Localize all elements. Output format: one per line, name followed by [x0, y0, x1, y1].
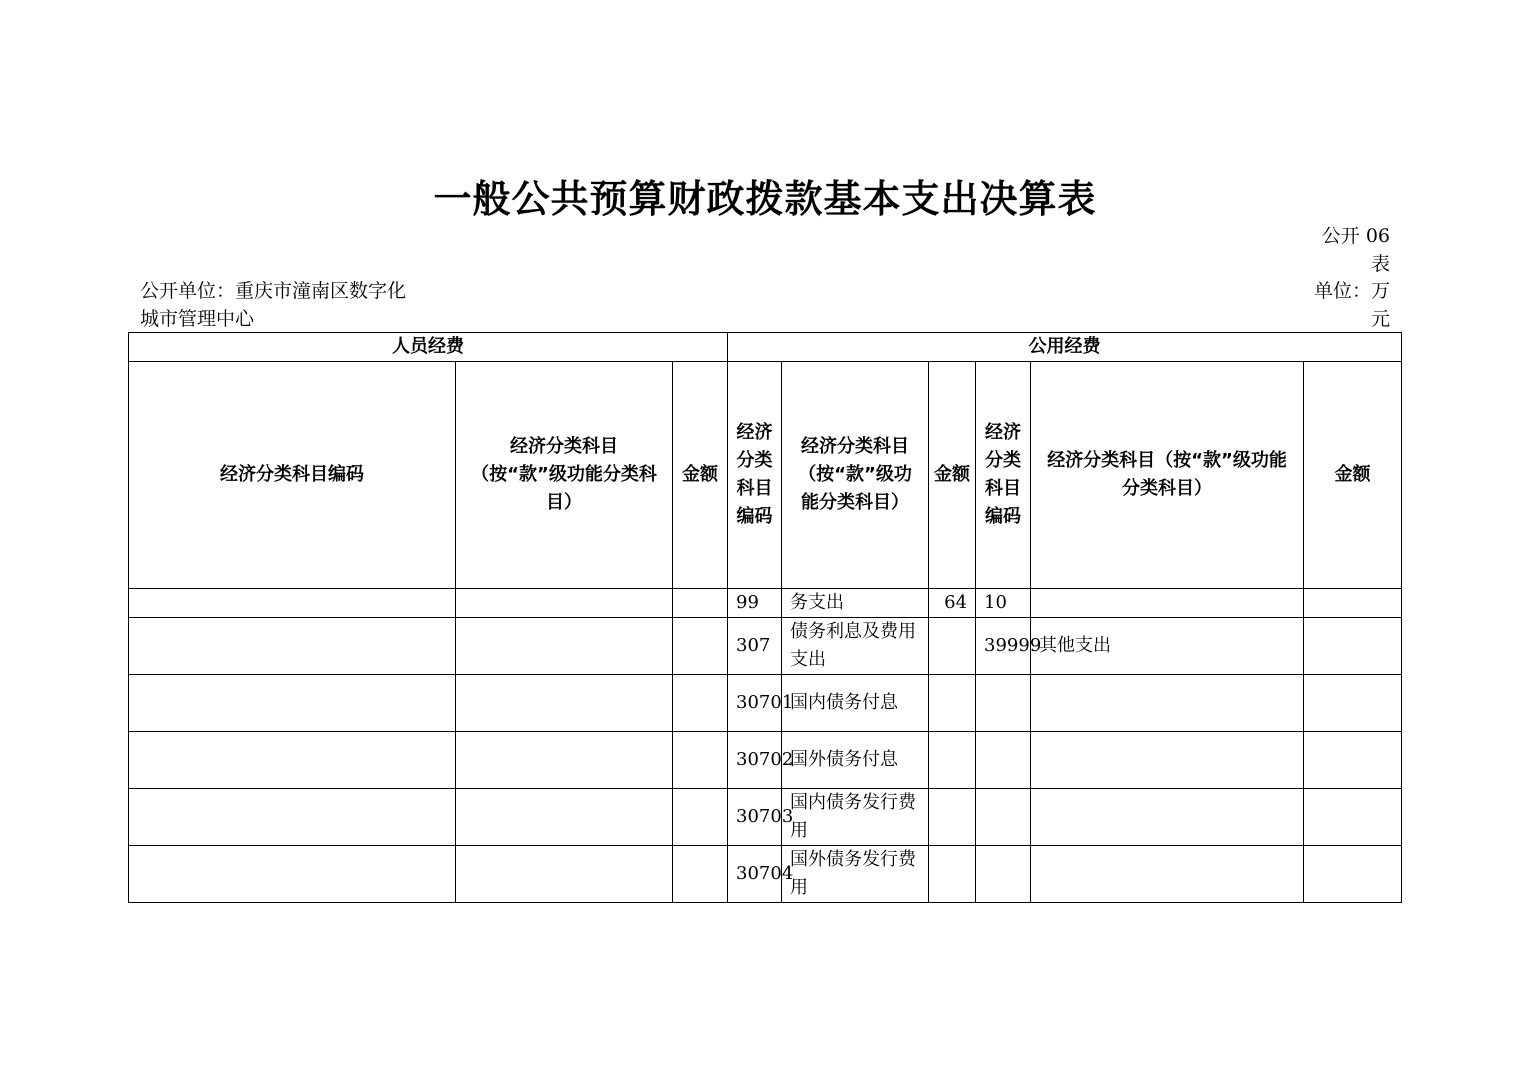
reporting-unit-line-1: 公开单位：重庆市潼南区数字化	[140, 280, 407, 302]
public-amount-cell-1	[929, 789, 976, 846]
personnel-code-cell	[129, 675, 456, 732]
public-amount-cell-1	[929, 732, 976, 789]
public-name-cell-1: 务支出	[782, 589, 929, 618]
public-name-cell-1: 国内债务发行费用	[782, 789, 929, 846]
personnel-amount-cell	[673, 789, 728, 846]
public-amount-cell-2	[1304, 675, 1402, 732]
personnel-code-cell	[129, 618, 456, 675]
personnel-name-cell	[456, 618, 673, 675]
personnel-code-cell	[129, 732, 456, 789]
public-amount-cell-2	[1304, 618, 1402, 675]
public-name-header-2: 经济分类科目（按“款”级功能分类科目）	[1031, 362, 1304, 589]
public-amount-cell-1	[929, 675, 976, 732]
public-name-header-1: 经济分类科目（按“款”级功能分类科目）	[782, 362, 929, 589]
personnel-amount-cell	[673, 732, 728, 789]
document-title: 一般公共预算财政拨款基本支出决算表	[433, 176, 1097, 221]
public-code-cell-1: 30704	[728, 846, 782, 903]
public-code-cell-1: 30701	[728, 675, 782, 732]
public-amount-header-1: 金额	[929, 362, 976, 589]
public-name-cell-2: 其他支出	[1031, 618, 1304, 675]
public-code-cell-1: 307	[728, 618, 782, 675]
column-header-row	[129, 362, 1402, 589]
personnel-name-cell	[456, 789, 673, 846]
public-name-cell-2	[1031, 732, 1304, 789]
public-name-cell-1: 债务利息及费用支出	[782, 618, 929, 675]
expenditure-table	[128, 332, 1402, 903]
personnel-name-cell	[456, 589, 673, 618]
public-amount-header-2: 金额	[1304, 362, 1402, 589]
personnel-amount-cell	[673, 618, 728, 675]
public-name-cell-1: 国外债务发行费用	[782, 846, 929, 903]
currency-unit-line-1: 单位：万	[1313, 280, 1390, 302]
reporting-unit	[140, 277, 450, 333]
public-code-cell-2	[976, 846, 1031, 903]
public-code-cell-2: 10	[976, 589, 1031, 618]
currency-unit-line-2: 元	[1370, 308, 1390, 330]
personnel-name-cell	[456, 846, 673, 903]
personnel-name-cell	[456, 675, 673, 732]
public-code-header-1: 经济分类科目编码	[728, 362, 782, 589]
public-name-cell-1: 国外债务付息	[782, 732, 929, 789]
public-amount-cell-1	[929, 846, 976, 903]
public-code-cell-1: 99	[728, 589, 782, 618]
public-amount-cell-2	[1304, 589, 1402, 618]
reporting-unit-line-2: 城市管理中心	[140, 308, 255, 330]
public-code-cell-2	[976, 789, 1031, 846]
public-amount-cell-2	[1304, 789, 1402, 846]
personnel-name-header: 经济分类科目（按“款”级功能分类科目）	[456, 362, 673, 589]
personnel-amount-cell	[673, 589, 728, 618]
public-code-header-2: 经济分类科目编码	[976, 362, 1031, 589]
table-row	[129, 589, 1402, 618]
form-number-line-2: 表	[1370, 253, 1390, 275]
public-amount-cell-2	[1304, 732, 1402, 789]
personnel-amount-cell	[673, 846, 728, 903]
personnel-code-cell	[129, 846, 456, 903]
public-name-cell-2	[1031, 675, 1304, 732]
public-name-cell-2	[1031, 846, 1304, 903]
public-name-cell-2	[1031, 789, 1304, 846]
public-name-cell-1: 国内债务付息	[782, 675, 929, 732]
group-public-header: 公用经费	[728, 333, 1402, 362]
form-number	[1310, 222, 1390, 278]
public-code-cell-2	[976, 732, 1031, 789]
table-row	[129, 675, 1402, 732]
public-code-cell-2: 39999	[976, 618, 1031, 675]
group-header-row	[129, 333, 1402, 362]
currency-unit	[1300, 277, 1390, 333]
personnel-code-cell	[129, 589, 456, 618]
table-row	[129, 846, 1402, 903]
personnel-name-cell	[456, 732, 673, 789]
form-number-line-1: 公开 06	[1321, 225, 1390, 247]
public-name-cell-2	[1031, 589, 1304, 618]
personnel-code-cell	[129, 789, 456, 846]
public-amount-cell-1	[929, 618, 976, 675]
table-row	[129, 732, 1402, 789]
table-row	[129, 789, 1402, 846]
group-personnel-header: 人员经费	[129, 333, 728, 362]
public-code-cell-1: 30703	[728, 789, 782, 846]
public-code-cell-2	[976, 675, 1031, 732]
personnel-amount-cell	[673, 675, 728, 732]
personnel-amount-header: 金额	[673, 362, 728, 589]
public-amount-cell-1: 64	[929, 589, 976, 618]
table-row	[129, 618, 1402, 675]
personnel-code-header: 经济分类科目编码	[129, 362, 456, 589]
public-code-cell-1: 30702	[728, 732, 782, 789]
public-amount-cell-2	[1304, 846, 1402, 903]
